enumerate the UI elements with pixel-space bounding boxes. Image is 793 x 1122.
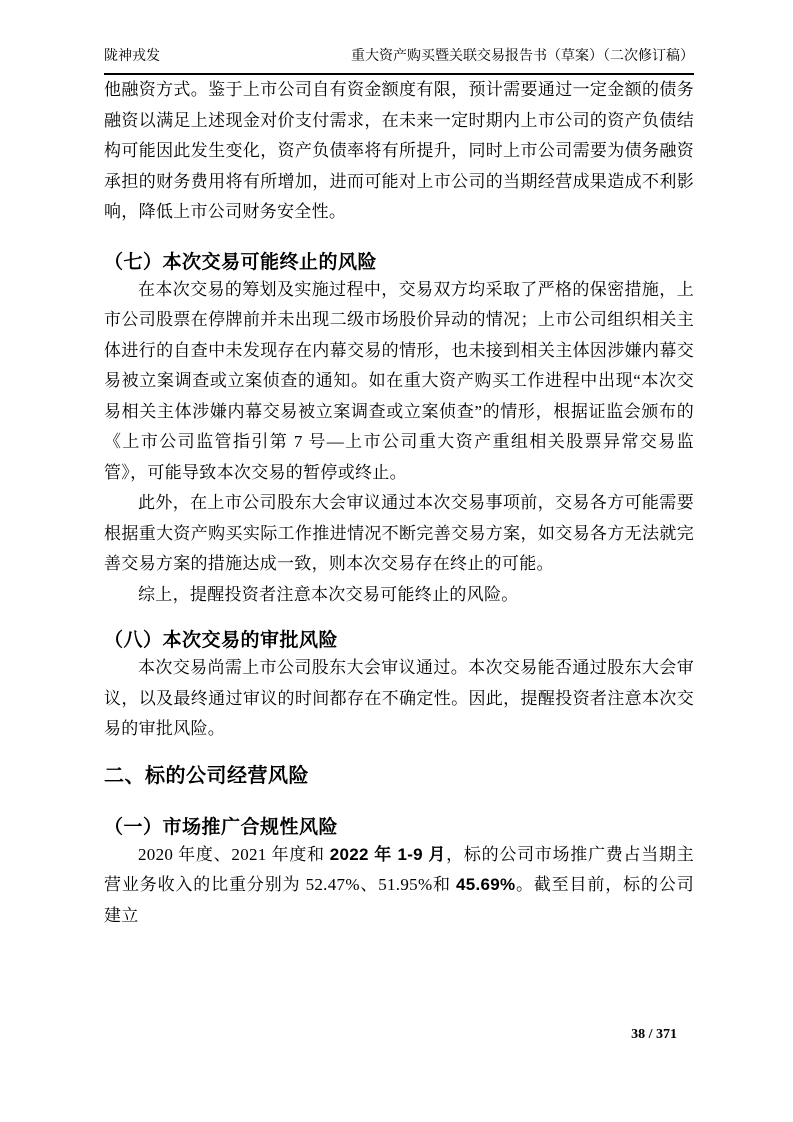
page-number: 38 / 371 (631, 1027, 677, 1042)
text-segment-ratios: ，标的公司市场推广费占当期主营业务收入的比重分别为 52.47%、51.95%和 (104, 844, 694, 894)
text-segment-bold-percent: 45.69% (455, 875, 516, 894)
paragraph-confidentiality-insider-trading: 在本次交易的筹划及实施过程中，交易双方均采取了严格的保密措施，上市公司股票在停牌前并未出现二级市场股价异动的情况；上市公司组织相关主体进行的自查中未发现存在内幕交易的情形，也未接到相关主体因涉嫌内幕交易被立案调查或立案侦查的通知。如在重大资产购买工作进程中出现“本次交易相关主体涉嫌内幕交易被立案调查或立案侦查”的情形，根据证监会颁布的《上市公司监管指引第 7 号—上市公司重大资产重组相关股票异常交易监管》，可能导致本次交易的暂停或终止。 (104, 279, 694, 482)
header-doc-title: 重大资产购买暨关联交易报告书（草案）（二次修订稿） (351, 49, 694, 64)
heading-subsection-1-marketing-compliance-risk: （一）市场推广合规性风险 (104, 816, 339, 838)
paragraph-approval-risk: 本次交易尚需上市公司股东大会审议通过。本次交易能否通过股东大会审议，以及最终通过审议的时间都存在不确定性。因此，提醒投资者注意本次交易的审批风险。 (104, 658, 694, 738)
heading-chapter-2-target-company-operating-risk: 二、标的公司经营风险 (104, 764, 309, 787)
paragraph-marketing-expense-ratio (104, 840, 694, 932)
paragraph-termination-reminder: 综上，提醒投资者注意本次交易可能终止的风险。 (138, 584, 519, 604)
text-segment-years: 2020 年度、2021 年度和 (138, 844, 330, 864)
header-doc-short-name: 陇神戎发 (104, 49, 160, 64)
text-segment-bold-period-2022: 2022 年 1-9 月 (329, 844, 447, 864)
paragraph-debt-financing-continued: 他融资方式。鉴于上市公司自有资金额度有限，预计需要通过一定金额的债务融资以满足上述现金对价支付需求，在未来一定时期内上市公司的资产负债结构可能因此发生变化，资产负债率将有所提升，同时上市公司需要为债务融资承担的财务费用将有所增加，进而可能对上市公司的当期经营成果造成不利影响，降低上市公司财务安全性。 (104, 80, 694, 221)
page-content (104, 0, 694, 931)
heading-section-7-termination-risk: （七）本次交易可能终止的风险 (104, 251, 378, 273)
page-header (104, 0, 694, 75)
paragraph-plan-improvement: 此外，在上市公司股东大会审议通过本次交易事项前，交易各方可能需要根据重大资产购买实际工作推进情况不断完善交易方案，如交易各方无法就完善交易方案的措施达成一致，则本次交易存在终止的可能。 (104, 493, 694, 573)
heading-section-8-approval-risk: （八）本次交易的审批风险 (104, 630, 339, 651)
text-segment-trailing: 。截至目前，标的公司建立 (104, 875, 695, 925)
